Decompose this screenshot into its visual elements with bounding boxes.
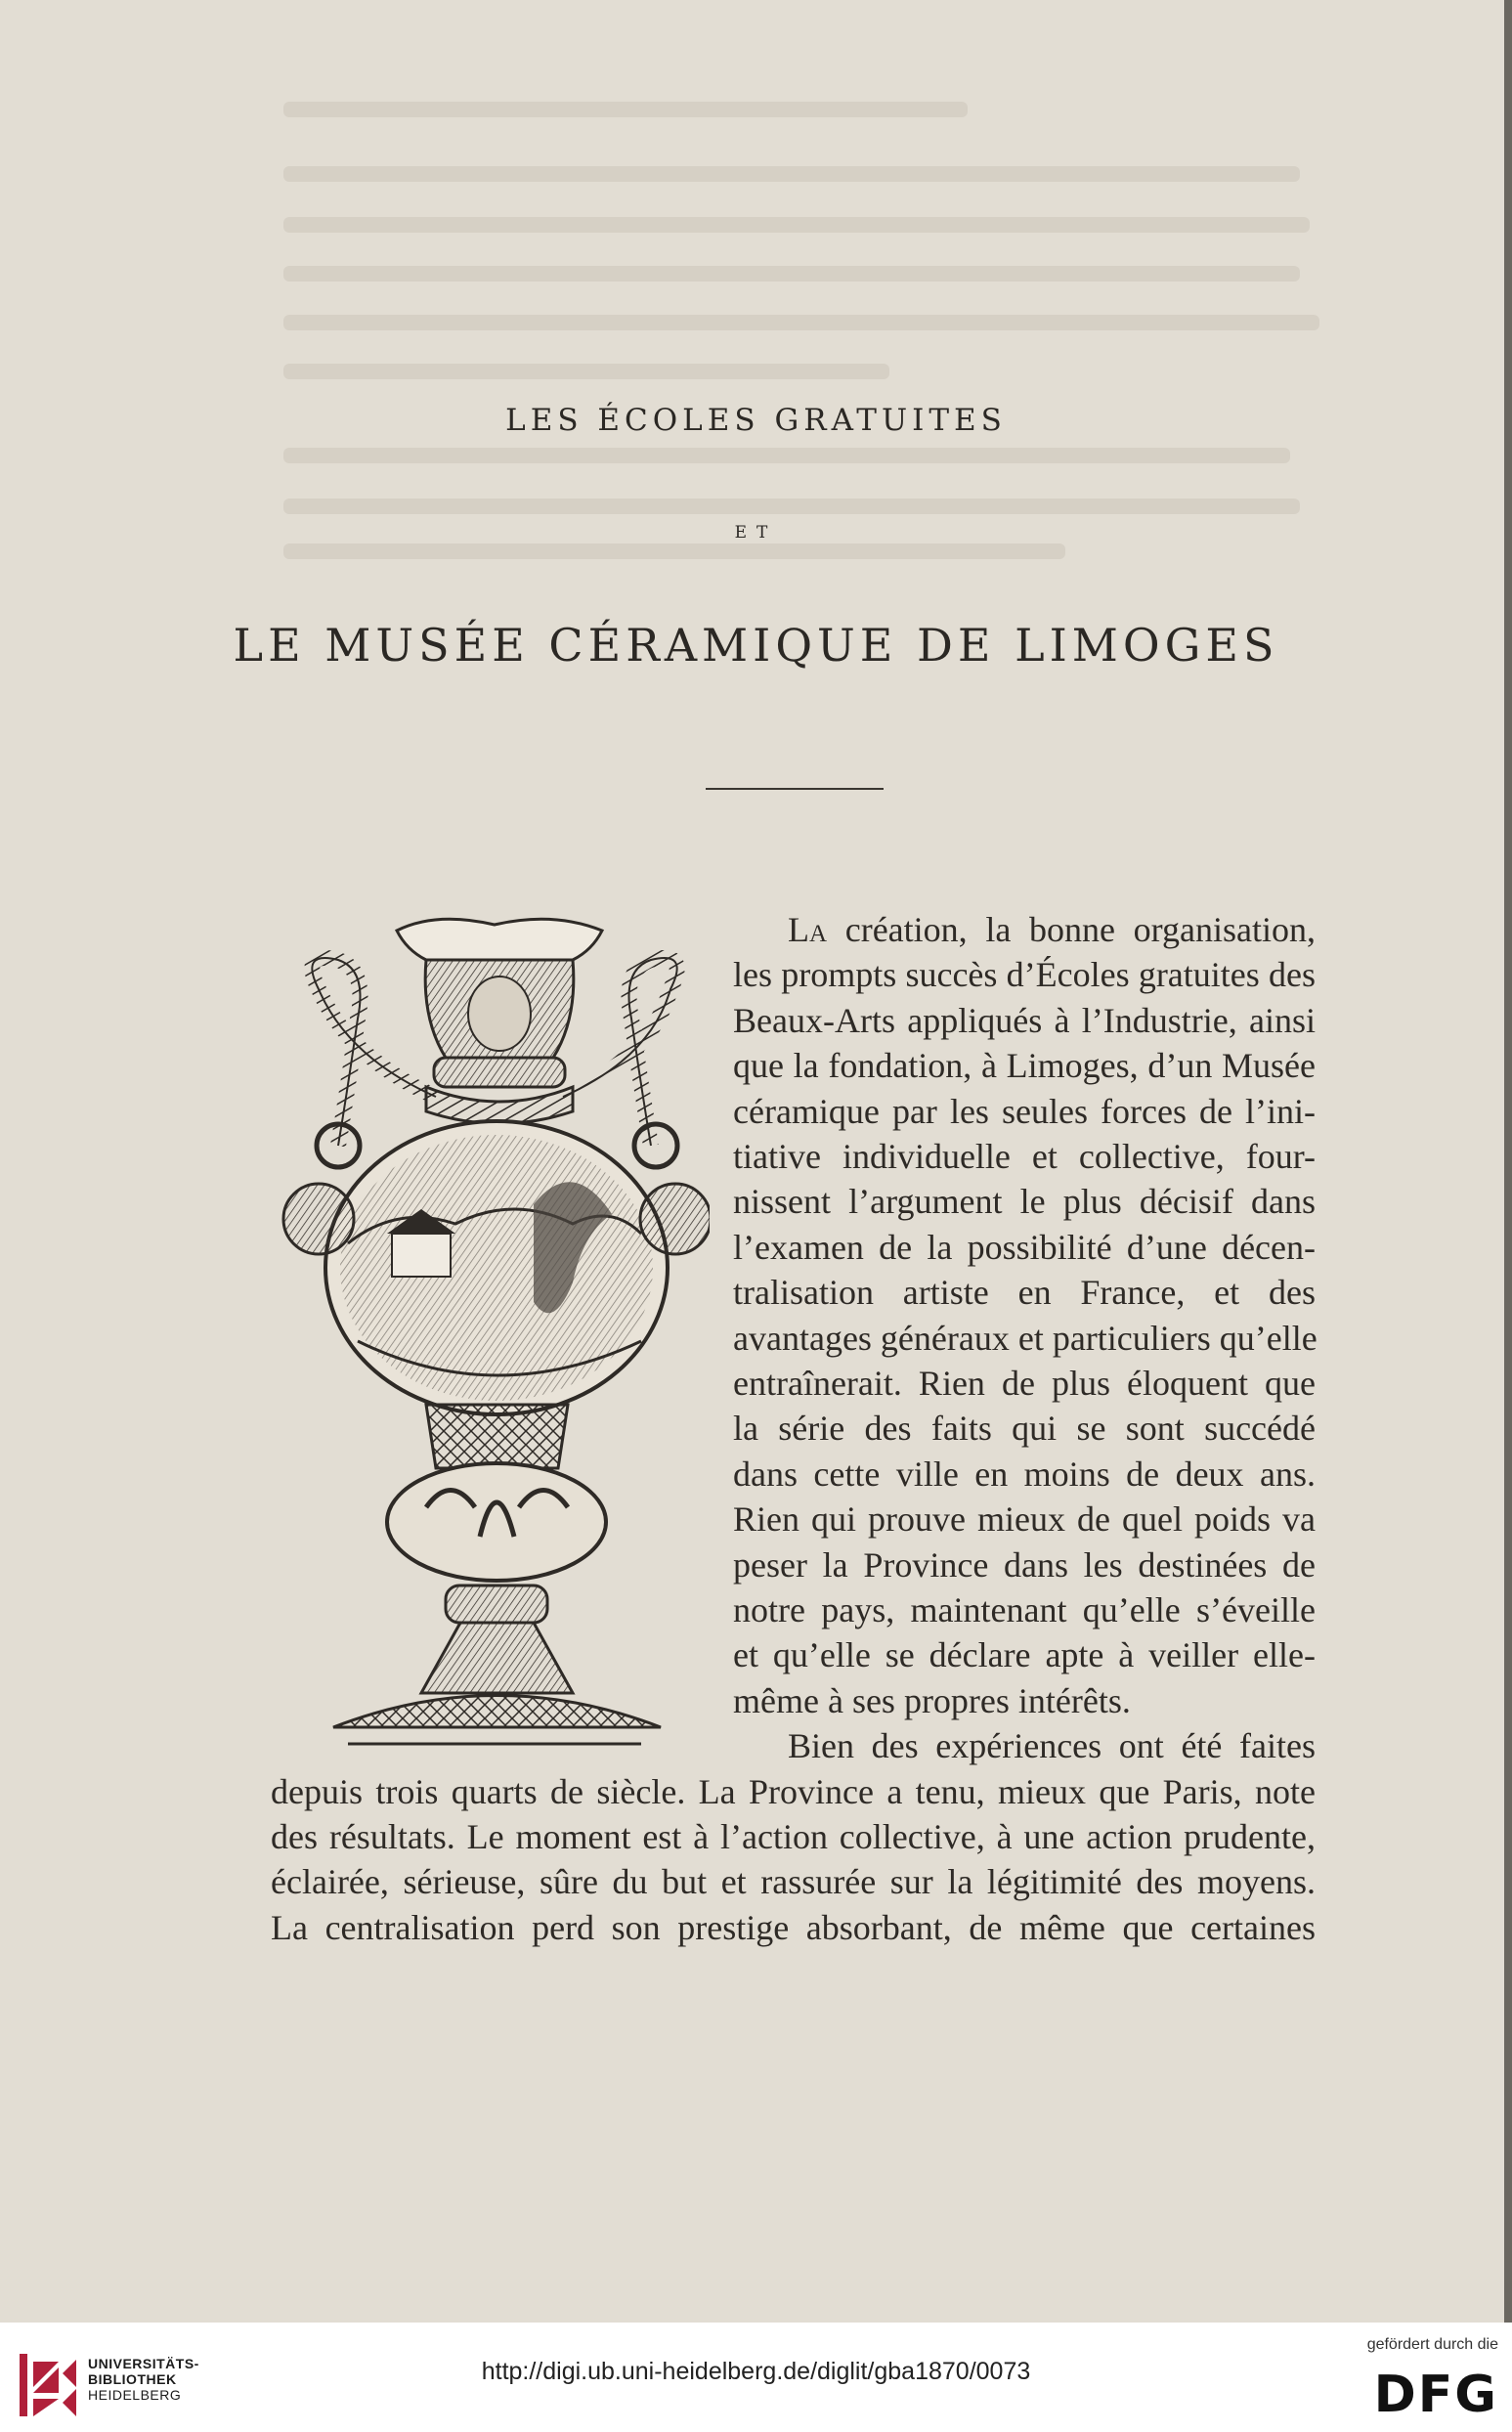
bleed-through	[283, 102, 968, 117]
text-line: et qu’elle se déclare apte à veiller elle-	[733, 1635, 1316, 1675]
text-line: La centralisation perd son prestige absorbant, de même que certaines	[271, 1907, 1316, 1947]
title-line-3: LE MUSÉE CÉRAMIQUE DE LIMOGES	[233, 619, 1279, 672]
library-line-3: HEIDELBERG	[88, 2387, 182, 2403]
text-line: tralisation artiste en France, et des	[733, 1273, 1316, 1313]
text-line: que la fondation, à Limoges, d’un Musée	[733, 1046, 1316, 1086]
bleed-through	[283, 266, 1300, 282]
bleed-through	[283, 364, 889, 379]
text-line: des résultats. Le moment est à l’action collective, à une action prudente,	[271, 1817, 1316, 1856]
text-line: tiative individuelle et collective, four-	[733, 1137, 1316, 1176]
text-line: Rien qui prouve mieux de quel poids va	[733, 1499, 1316, 1540]
text-line: peser la Province dans les destinées de	[733, 1544, 1316, 1585]
source-url-link[interactable]: http://digi.ub.uni-heidelberg.de/diglit/gba1870/0073	[481, 2358, 1031, 2385]
text-line: même à ses propres intérêts.	[733, 1680, 1131, 1720]
vase-illustration	[280, 911, 710, 1761]
page-edge	[1504, 0, 1512, 2323]
text-line: Bien des expériences ont été faites	[788, 1726, 1316, 1766]
text-line: les prompts succès d’Écoles gratuites des	[733, 955, 1316, 995]
text-line: notre pays, maintenant qu’elle s’éveille	[733, 1590, 1316, 1629]
text-line: avantages généraux et particuliers qu’elle	[733, 1318, 1318, 1358]
text-line: céramique par les seules forces de l’ini-	[733, 1091, 1316, 1131]
bleed-through	[283, 448, 1290, 463]
text-line: La création, la bonne organisation,	[788, 910, 1316, 949]
title-line-2: ET	[734, 523, 778, 543]
dfg-logo: DFG	[1373, 2366, 1498, 2424]
funding-note: gefördert durch die	[1366, 2336, 1498, 2353]
text-line: nissent l’argument le plus décisif dans	[733, 1182, 1316, 1222]
library-line-2: BIBLIOTHEK	[88, 2371, 177, 2387]
text-line: Beaux-Arts appliqués à l’Industrie, ainsi	[733, 1000, 1316, 1040]
opening-word: La	[788, 910, 828, 949]
text-line: dans cette ville en moins de deux ans.	[733, 1454, 1316, 1494]
library-line-1: UNIVERSITÄTS-	[88, 2356, 199, 2371]
text-line: l’examen de la possibilité d’une décen-	[733, 1227, 1316, 1267]
text-line: depuis trois quarts de siècle. La Province a tenu, mieux que Paris, note	[271, 1771, 1316, 1811]
bleed-through	[283, 217, 1310, 233]
text-line: la série des faits qui se sont succédé	[733, 1409, 1316, 1449]
bleed-through	[283, 315, 1319, 330]
bleed-through	[283, 499, 1300, 514]
title-rule	[706, 788, 884, 790]
text-line: éclairée, sérieuse, sûre du but et rassurée sur la légitimité des moyens.	[271, 1862, 1316, 1902]
bleed-through	[283, 166, 1300, 182]
bleed-through	[283, 543, 1065, 559]
text-line: entraînerait. Rien de plus éloquent que	[733, 1364, 1316, 1403]
title-line-1: LES ÉCOLES GRATUITES	[505, 403, 1007, 438]
